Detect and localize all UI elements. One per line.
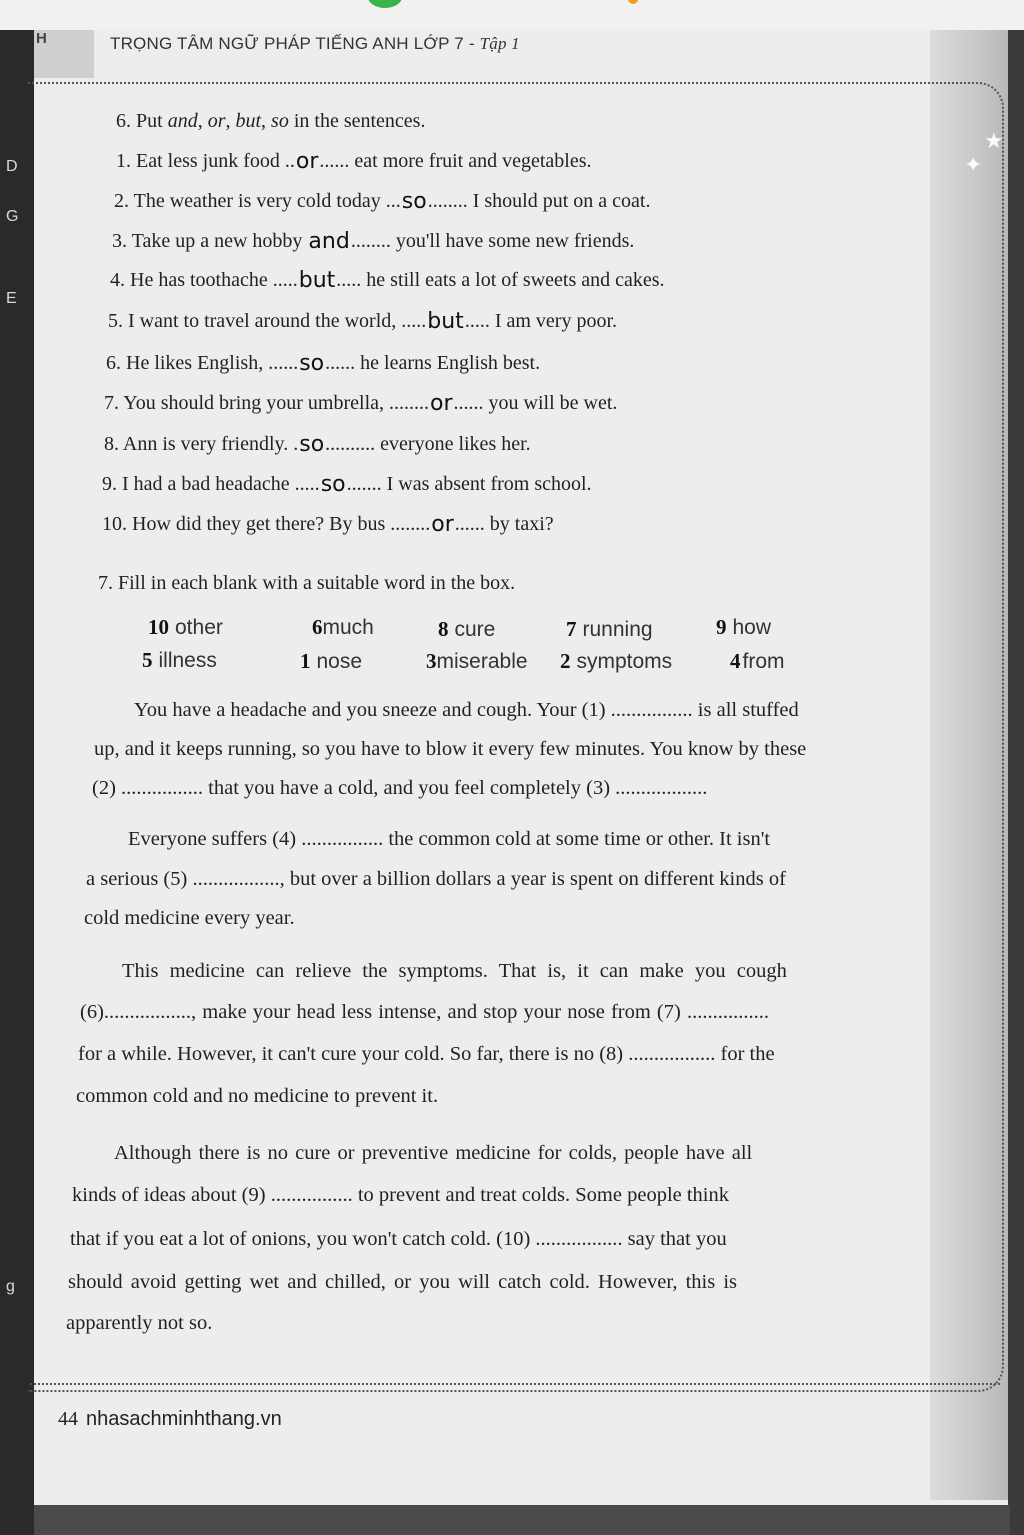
exercise6-item: 7. You should bring your umbrella, ........or...... you will be wet. <box>104 391 618 416</box>
exercise6-item: 8. Ann is very friendly. .so.......... everyone likes her. <box>104 432 531 457</box>
passage-line: (2) ................ that you have a cold, and you feel completely (3) .................. <box>92 777 708 799</box>
exercise7-title: 7. Fill in each blank with a suitable word in the box. <box>98 572 516 594</box>
word-box-item: 8 cure <box>438 617 496 641</box>
passage-line: kinds of ideas about (9) ................ to prevent and treat colds. Some people think <box>72 1184 730 1206</box>
page-edge-right <box>1008 30 1024 1535</box>
handwritten-answer: and <box>308 229 350 254</box>
edge-mark: E <box>6 290 17 307</box>
passage-line: cold medicine every year. <box>84 907 295 929</box>
handwritten-answer: or <box>431 512 454 537</box>
publisher-site: nhasachminhthang.vn <box>86 1408 282 1430</box>
word-box-item: 3miserable <box>426 649 528 673</box>
page-bottom-edge <box>34 1505 1010 1535</box>
exercise6-item: 3. Take up a new hobby and........ you'll have some new friends. <box>112 229 635 254</box>
exercise6-item: 9. I had a bad headache .....so....... I was absent from school. <box>102 472 592 497</box>
handwritten-answer: so <box>299 351 325 376</box>
exercise6-item: 6. He likes English, ......so...... he learns English best. <box>106 351 541 376</box>
page-header <box>110 34 520 54</box>
page-number: 44 <box>58 1408 78 1430</box>
passage-line: apparently not so. <box>66 1312 213 1334</box>
word-box-item: 1 nose <box>300 649 363 673</box>
passage-line: (6)................., make your head less intense, and stop your nose from (7) ................ <box>80 1001 769 1023</box>
handwritten-answer: so <box>299 432 325 457</box>
word-box-item: 10 other <box>148 615 223 639</box>
passage-line: up, and it keeps running, so you have to blow it every few minutes. You know by these <box>94 738 807 760</box>
word-box-item: 4from <box>730 649 785 673</box>
passage-line: Everyone suffers (4) ................ the common cold at some time or other. It isn't <box>128 828 771 850</box>
page-footer <box>58 1408 282 1431</box>
passage-line: Although there is no cure or preventive medicine for colds, people have all <box>114 1142 753 1164</box>
edge-mark: D <box>6 158 18 175</box>
frame-bottom-border <box>30 1365 1000 1385</box>
exercise6-item: 2. The weather is very cold today ...so........ I should put on a coat. <box>114 189 651 214</box>
handwritten-answer: but <box>298 268 336 293</box>
header-title: TRỌNG TÂM NGỮ PHÁP TIẾNG ANH LỚP 7 - <box>110 34 480 53</box>
handwritten-answer: or <box>295 149 319 174</box>
word-box-item: 5 illness <box>142 648 217 672</box>
word-box-item: 2 symptoms <box>560 649 673 673</box>
handwritten-answer: so <box>320 472 346 497</box>
passage-line: This medicine can relieve the symptoms. That is, it can make you cough <box>122 960 787 982</box>
edge-mark: G <box>6 208 19 225</box>
exercise6-title: 6. Put and, or, but, so in the sentences. <box>116 110 426 132</box>
star-icon: ✦ <box>964 152 983 177</box>
word-box-item: 6much <box>312 615 374 639</box>
handwritten-answer: so <box>401 189 427 214</box>
word-box-item: 9 how <box>716 615 772 639</box>
passage-line: should avoid getting wet and chilled, or you will catch cold. However, this is <box>68 1271 737 1293</box>
exercise6-item: 10. How did they get there? By bus ........or...... by taxi? <box>102 512 554 537</box>
passage-line: a serious (5) ................., but over a billion dollars a year is spent on different kinds of <box>86 868 786 890</box>
orange-dot-icon <box>628 0 638 4</box>
edge-mark: g <box>6 1278 15 1295</box>
green-circle-icon <box>368 0 402 8</box>
top-strip <box>0 0 1024 30</box>
word-box-item: 7 running <box>566 617 653 641</box>
exercise6-item: 4. He has toothache .....but..... he still eats a lot of sweets and cakes. <box>110 268 665 293</box>
handwritten-answer: but <box>427 309 464 334</box>
passage-line: You have a headache and you sneeze and cough. Your (1) ................ is all stuffed <box>134 699 799 721</box>
passage-line: for a while. However, it can't cure your cold. So far, there is no (8) ................. for the <box>78 1043 775 1065</box>
passage-line: common cold and no medicine to prevent it. <box>76 1085 439 1107</box>
passage-line: that if you eat a lot of onions, you won't catch cold. (10) ................. say that you <box>70 1228 727 1250</box>
header-volume: Tập 1 <box>479 34 520 53</box>
exercise6-item: 1. Eat less junk food ..or...... eat more fruit and vegetables. <box>116 149 592 174</box>
exercise6-item: 5. I want to travel around the world, .....but..... I am very poor. <box>108 309 617 334</box>
handwritten-answer: or <box>430 391 453 416</box>
corner-letter: H <box>36 30 47 47</box>
star-icon: ★ <box>984 128 1004 153</box>
